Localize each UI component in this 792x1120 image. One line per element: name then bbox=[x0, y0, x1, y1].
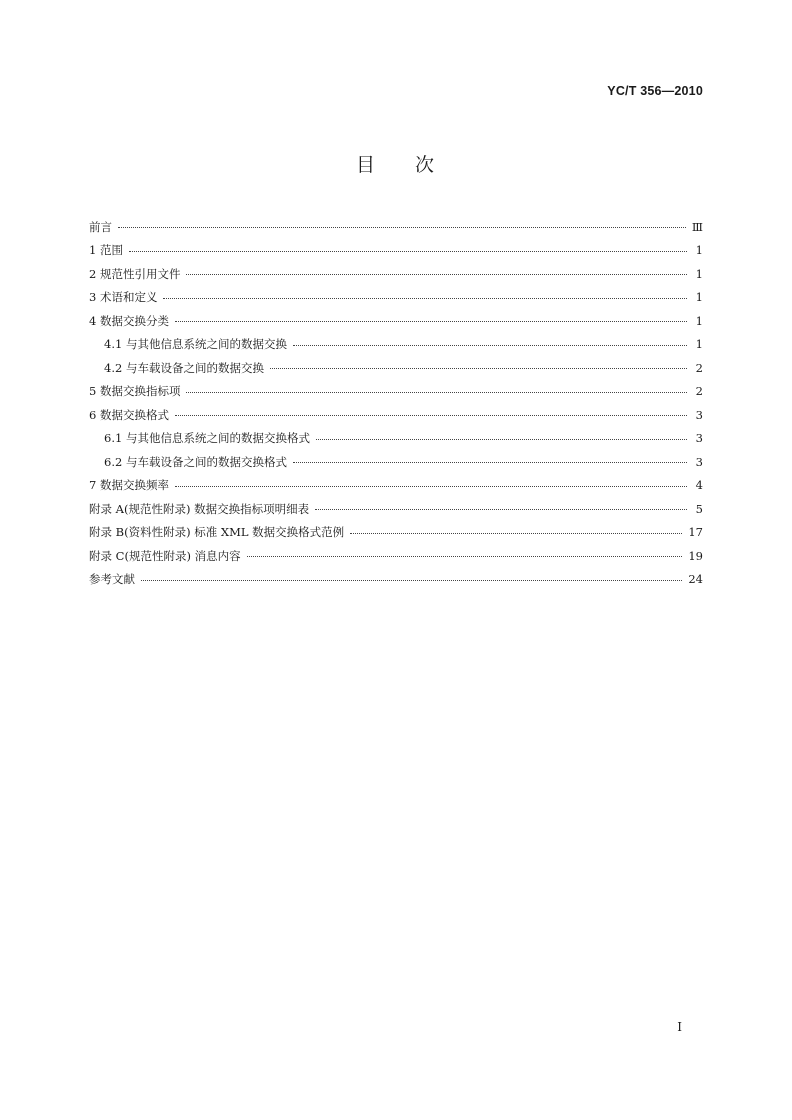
toc-entry-label: 2 规范性引用文件 bbox=[89, 266, 181, 281]
toc-dot-leader bbox=[118, 227, 686, 228]
toc-dot-leader bbox=[175, 415, 687, 416]
toc-entry[interactable] bbox=[89, 544, 703, 568]
toc-entry[interactable] bbox=[89, 286, 703, 310]
toc-entry-label: 3 术语和定义 bbox=[89, 290, 158, 305]
toc-dot-leader bbox=[186, 274, 687, 275]
toc-dot-leader bbox=[175, 321, 687, 322]
toc-entry[interactable] bbox=[89, 239, 703, 263]
toc-entry-label: 4.2 与车载设备之间的数据交换 bbox=[104, 360, 264, 375]
toc-entry-label: 前言 bbox=[89, 219, 112, 234]
toc-entry[interactable] bbox=[89, 427, 703, 451]
toc-dot-leader bbox=[316, 439, 687, 440]
toc-entry-page: 4 bbox=[695, 478, 703, 493]
toc-dot-leader bbox=[293, 462, 687, 463]
toc-entry-page: 24 bbox=[688, 572, 703, 587]
toc-entry[interactable] bbox=[89, 497, 703, 521]
table-of-contents bbox=[89, 215, 703, 591]
toc-dot-leader bbox=[163, 298, 687, 299]
toc-dot-leader bbox=[315, 509, 687, 510]
toc-entry-page: 3 bbox=[695, 407, 703, 422]
toc-entry[interactable] bbox=[89, 309, 703, 333]
toc-entry-page: Ⅲ bbox=[691, 219, 703, 234]
toc-entry-page: 1 bbox=[695, 337, 703, 352]
toc-entry-page: 2 bbox=[695, 384, 703, 399]
toc-entry-page: 5 bbox=[695, 501, 703, 516]
toc-entry-label: 参考文献 bbox=[89, 572, 135, 587]
toc-entry[interactable] bbox=[89, 450, 703, 474]
toc-entry[interactable] bbox=[89, 380, 703, 404]
toc-entry-page: 1 bbox=[695, 290, 703, 305]
toc-entry-label: 附录 C(规范性附录) 消息内容 bbox=[89, 548, 241, 563]
toc-entry-page: 3 bbox=[695, 431, 703, 446]
toc-dot-leader bbox=[350, 533, 682, 534]
toc-entry-page: 19 bbox=[688, 548, 703, 563]
toc-entry[interactable] bbox=[89, 262, 703, 286]
toc-entry[interactable] bbox=[89, 474, 703, 498]
toc-entry[interactable] bbox=[89, 568, 703, 592]
toc-entry-label: 6.2 与车载设备之间的数据交换格式 bbox=[104, 454, 287, 469]
toc-dot-leader bbox=[293, 345, 687, 346]
toc-dot-leader bbox=[270, 368, 687, 369]
document-code: YC/T 356—2010 bbox=[607, 84, 703, 98]
toc-entry[interactable] bbox=[89, 521, 703, 545]
toc-entry-page: 1 bbox=[695, 243, 703, 258]
toc-entry-label: 5 数据交换指标项 bbox=[89, 384, 181, 399]
toc-dot-leader bbox=[141, 580, 682, 581]
toc-entry-page: 2 bbox=[695, 360, 703, 375]
toc-dot-leader bbox=[175, 486, 687, 487]
toc-entry-page: 3 bbox=[695, 454, 703, 469]
toc-entry[interactable] bbox=[89, 403, 703, 427]
toc-entry[interactable] bbox=[89, 215, 703, 239]
toc-entry-label: 4.1 与其他信息系统之间的数据交换 bbox=[104, 337, 287, 352]
page-title: 目 次 bbox=[355, 154, 437, 176]
toc-dot-leader bbox=[247, 556, 683, 557]
toc-entry-label: 4 数据交换分类 bbox=[89, 313, 169, 328]
toc-entry[interactable] bbox=[89, 356, 703, 380]
toc-entry-page: 17 bbox=[688, 525, 703, 540]
toc-entry-label: 7 数据交换频率 bbox=[89, 478, 169, 493]
toc-entry-label: 附录 B(资料性附录) 标准 XML 数据交换格式范例 bbox=[89, 525, 345, 540]
toc-dot-leader bbox=[186, 392, 687, 393]
toc-entry-label: 1 范围 bbox=[89, 243, 123, 258]
toc-entry-label: 附录 A(规范性附录) 数据交换指标项明细表 bbox=[89, 501, 310, 516]
toc-dot-leader bbox=[129, 251, 687, 252]
toc-entry-page: 1 bbox=[695, 266, 703, 281]
toc-entry-page: 1 bbox=[695, 313, 703, 328]
page-number: I bbox=[677, 1020, 682, 1034]
toc-entry-label: 6 数据交换格式 bbox=[89, 407, 169, 422]
toc-entry-label: 6.1 与其他信息系统之间的数据交换格式 bbox=[104, 431, 310, 446]
toc-entry[interactable] bbox=[89, 333, 703, 357]
